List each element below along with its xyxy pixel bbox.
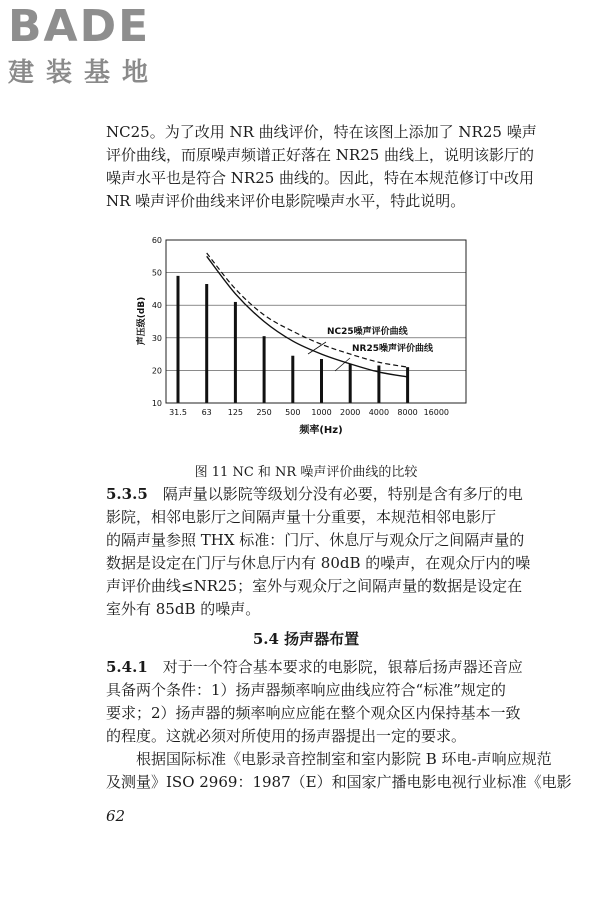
text-line: 室外有 85dB 的噪声。 (106, 600, 261, 618)
spectrum-bar (234, 302, 237, 403)
spectrum-bar (177, 276, 180, 403)
figure-caption: 图 11 NC 和 NR 噪声评价曲线的比较 (194, 465, 418, 480)
logo (8, 1, 161, 88)
x-axis-label: 频率(Hz) (299, 425, 343, 436)
y-tick-label: 40 (151, 301, 162, 311)
section-heading: 5.4 扬声器布置 (252, 630, 360, 648)
x-tick-label: 250 (256, 408, 272, 417)
logo-subtitle: 建装基地 (8, 58, 161, 88)
spectrum-bar (349, 364, 352, 403)
text-line-body: 对于一个符合基本要求的电影院，银幕后扬声器还音应 (162, 658, 523, 676)
text-line (106, 483, 523, 506)
x-tick-label: 125 (227, 408, 244, 417)
x-tick-label: 1000 (311, 408, 332, 417)
y-tick-label: 60 (151, 236, 162, 245)
logo-word: BADE (8, 1, 151, 52)
y-tick-label: 10 (151, 399, 162, 408)
x-tick-label: 63 (201, 408, 212, 417)
spectrum-bar (291, 356, 294, 403)
text-line: 根据国际标准《电影录音控制室和室内影院 B 环电-声响应规范 (136, 750, 552, 768)
intro-paragraph (106, 121, 537, 213)
x-tick-label: 4000 (368, 408, 390, 417)
text-line: 噪声水平也是符合 NR25 曲线的。因此，特在本规范修订中改用 (106, 169, 535, 187)
text-line: 影院，相邻电影厅之间隔声量十分重要，本规范相邻电影厅 (106, 508, 497, 526)
noise-curve-chart (130, 228, 480, 438)
nr25-annotation: NR25噪声评价曲线 (352, 344, 433, 354)
spectrum-bar (205, 284, 208, 403)
text-line: NC25。为了改用 NR 曲线评价，特在该图上添加了 NR25 噪声 (106, 123, 537, 141)
y-tick-label: 20 (151, 366, 162, 376)
y-axis-label: 声压级(dB) (137, 296, 147, 346)
text-line: 声评价曲线≤NR25；室外与观众厅之间隔声量的数据是设定在 (106, 577, 523, 595)
x-tick-label: 31.5 (169, 408, 187, 417)
x-tick-label: 500 (285, 408, 301, 417)
page-number: 62 (106, 807, 126, 825)
text-line: 数据是设定在门厅与休息厅内有 80dB 的噪声，在观众厅内的噪 (106, 554, 531, 572)
text-line (106, 656, 523, 679)
text-line: NR 噪声评价曲线来评价电影院噪声水平，特此说明。 (106, 192, 466, 210)
spectrum-bar (263, 336, 266, 403)
plot-frame (166, 240, 466, 403)
clause-number: 5.4.1 (106, 658, 148, 676)
spectrum-bar (406, 367, 409, 403)
x-tick-label: 8000 (397, 408, 418, 417)
x-tick-label: 2000 (340, 408, 361, 417)
standards-paragraph (106, 748, 572, 794)
spectrum-bar (320, 359, 323, 403)
nc25-annotation: NC25噪声评价曲线 (327, 327, 408, 337)
text-line: 要求；2）扬声器的频率响应应能在整个观众区内保持基本一致 (106, 704, 521, 722)
text-line: 的隔声量参照 THX 标准：门厅、休息厅与观众厅之间隔声量的 (106, 531, 525, 549)
section-5-4-1-paragraph (106, 656, 523, 748)
text-line: 评价曲线，而原噪声频谱正好落在 NR25 曲线上，说明该影厅的 (106, 146, 535, 164)
x-tick-label: 16000 (423, 408, 450, 417)
text-line: 及测量》ISO 2969：1987（E）和国家广播电影电视行业标准《电影 (106, 773, 572, 791)
clause-number: 5.3.5 (106, 485, 148, 503)
text-line-body: 隔声量以影院等级划分没有必要，特别是含有多厅的电 (162, 485, 523, 503)
text-line: 具备两个条件：1）扬声器频率响应曲线应符合“标准”规定的 (106, 681, 506, 699)
section-5-3-5-paragraph (106, 483, 531, 621)
text-line: 的程度。这就必须对所使用的扬声器提出一定的要求。 (106, 727, 467, 745)
y-tick-label: 30 (151, 333, 162, 343)
y-tick-label: 50 (151, 268, 162, 278)
